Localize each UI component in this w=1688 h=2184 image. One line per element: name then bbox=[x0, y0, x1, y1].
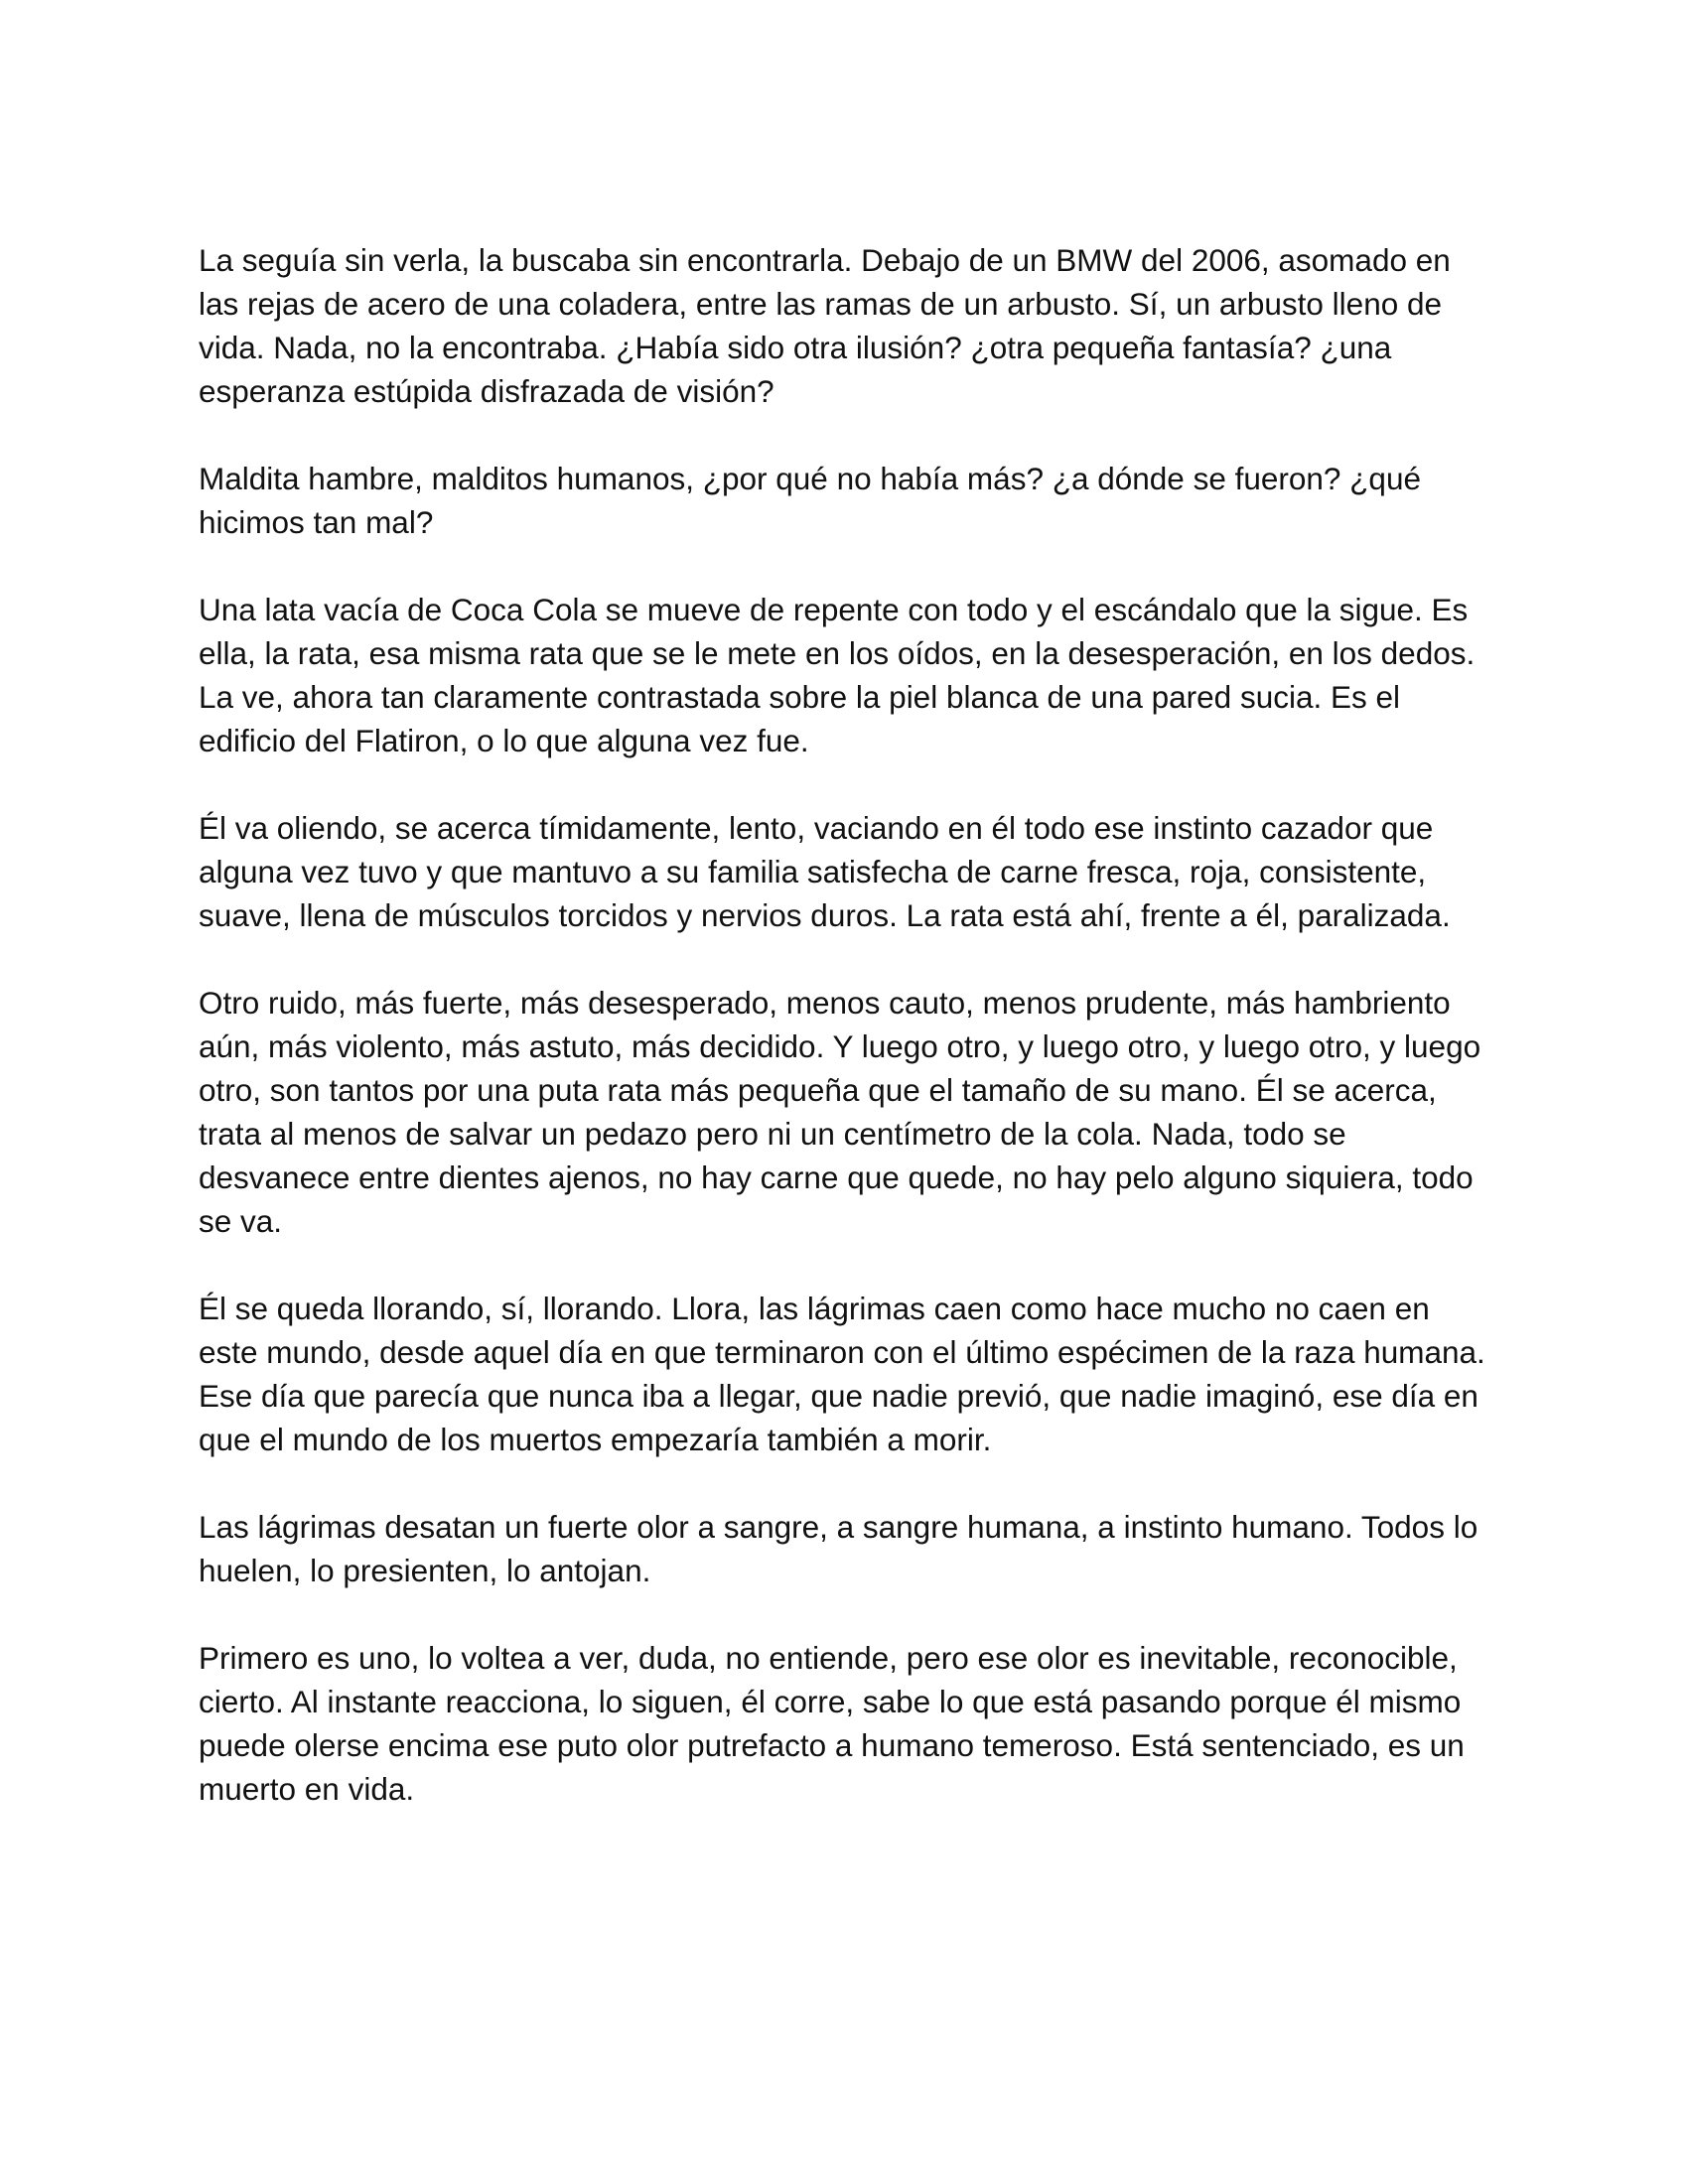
paragraph-7: Las lágrimas desatan un fuerte olor a sangre, a sangre humana, a instinto humano. Todos lo huelen, lo presienten, lo antojan. bbox=[199, 1509, 1478, 1588]
paragraph-2: Maldita hambre, malditos humanos, ¿por qué no había más? ¿a dónde se fueron? ¿qué hicimos tan mal? bbox=[199, 461, 1421, 540]
paragraph-4: Él va oliendo, se acerca tímidamente, lento, vaciando en él todo ese instinto cazador que alguna vez tuvo y que mantuvo a su familia satisfecha de carne fresca, roja, consistente, suave, llena de músculos torcidos y nervios duros. La rata está ahí, frente a él, paralizada. bbox=[199, 810, 1451, 933]
paragraph-3: Una lata vacía de Coca Cola se mueve de repente con todo y el escándalo que la sigue. Es ella, la rata, esa misma rata que se le mete en los oídos, en la desesperación, en los dedos. La ve, ahora tan claramente contrastada sobre la piel blanca de una pared sucia. Es el edificio del Flatiron, o lo que alguna vez fue. bbox=[199, 592, 1476, 758]
paragraph-1: La seguía sin verla, la buscaba sin encontrarla. Debajo de un BMW del 2006, asomado en las rejas de acero de una coladera, entre las ramas de un arbusto. Sí, un arbusto lleno de vida. Nada, no la encontraba. ¿Había sido otra ilusión? ¿otra pequeña fantasía? ¿una esperanza estúpida disfrazada de visión? bbox=[199, 242, 1451, 409]
paragraph-6: Él se queda llorando, sí, llorando. Llora, las lágrimas caen como hace mucho no caen en este mundo, desde aquel día en que terminaron con el último espécimen de la raza humana. Ese día que parecía que nunca iba a llegar, que nadie previó, que nadie imaginó, ese día en que el mundo de los muertos empezaría también a morir. bbox=[199, 1291, 1485, 1457]
paragraph-8: Primero es uno, lo voltea a ver, duda, no entiende, pero ese olor es inevitable, reconocible, cierto. Al instante reacciona, lo siguen, él corre, sabe lo que está pasando porque él mismo puede olerse encima ese puto olor putrefacto a humano temeroso. Está sentenciado, es un muerto en vida. bbox=[199, 1640, 1465, 1807]
paragraph-5: Otro ruido, más fuerte, más desesperado, menos cauto, menos prudente, más hambriento aún, más violento, más astuto, más decidido. Y luego otro, y luego otro, y luego otro, y luego otro, son tantos por una puta rata más pequeña que el tamaño de su mano. Él se acerca, trata al menos de salvar un pedazo pero ni un centímetro de la cola. Nada, todo se desvanece entre dientes ajenos, no hay carne que quede, no hay pelo alguno siquiera, todo se va. bbox=[199, 985, 1481, 1239]
document-body bbox=[199, 238, 1489, 1854]
